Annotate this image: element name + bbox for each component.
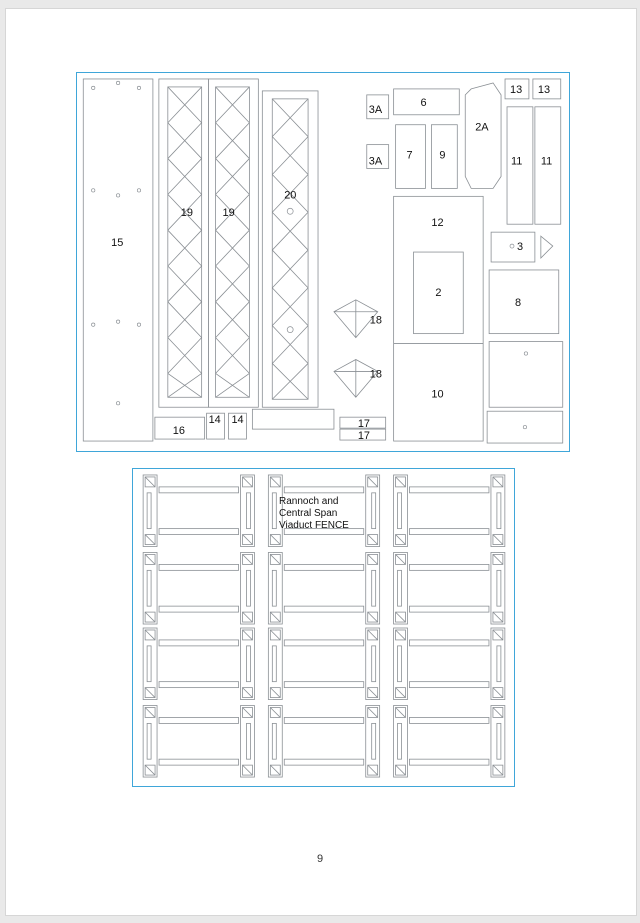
- label-13-b: 13: [537, 83, 551, 96]
- label-12: 12: [431, 217, 444, 230]
- part-12: [394, 196, 484, 441]
- label-11-b: 11: [540, 155, 553, 168]
- label-6: 6: [420, 96, 427, 109]
- label-16: 16: [172, 425, 185, 438]
- label-3: 3: [516, 241, 524, 254]
- fence-title: [279, 496, 349, 532]
- fence-panel: [394, 628, 505, 700]
- fence-panel: [268, 706, 379, 778]
- label-17-b: 17: [357, 430, 370, 443]
- fence-panel: [394, 706, 505, 778]
- page-number: 9: [316, 853, 324, 865]
- fence-title-line-1: Rannoch and: [279, 496, 339, 507]
- fence-panel: [143, 475, 254, 547]
- part-2a: [465, 83, 501, 188]
- part-bottom-right: [487, 411, 563, 443]
- label-15: 15: [111, 237, 124, 250]
- part-19-b: [209, 79, 259, 407]
- parts-sheet-fence: [132, 468, 515, 787]
- part-19-a: [159, 79, 209, 407]
- label-19-b: 19: [222, 207, 235, 220]
- label-11-a: 11: [511, 155, 523, 168]
- label-7: 7: [406, 149, 413, 162]
- fence-panel: [143, 706, 254, 778]
- part-20: [252, 91, 334, 429]
- label-10: 10: [431, 388, 444, 401]
- fence-panel: [268, 552, 379, 624]
- label-13-a: 13: [510, 83, 523, 96]
- fence-panel: [394, 552, 505, 624]
- label-18-a: 18: [369, 314, 382, 327]
- label-2: 2: [435, 286, 442, 299]
- fence-title-line-2: Central Span: [279, 508, 338, 519]
- parts-sheet-top: [76, 72, 570, 452]
- part-15: [83, 79, 153, 441]
- label-14-b: 14: [231, 414, 244, 427]
- part-right-blank: [489, 342, 563, 408]
- part-3: [491, 232, 535, 262]
- label-18-b: 18: [369, 368, 382, 381]
- label-9: 9: [439, 149, 446, 162]
- label-3a-upper: 3A: [368, 103, 383, 116]
- label-14-a: 14: [208, 414, 221, 427]
- label-20: 20: [284, 189, 297, 202]
- fence-panel: [268, 628, 379, 700]
- fence-title-line-3: Viaduct FENCE: [279, 520, 349, 531]
- fence-panel: [394, 475, 505, 547]
- part-8: [489, 270, 559, 334]
- label-17-a: 17: [357, 418, 370, 431]
- label-3a-lower: 3A: [368, 155, 383, 168]
- label-2a: 2A: [475, 121, 489, 134]
- label-8: 8: [514, 296, 522, 309]
- parts-drawing-top: [77, 73, 569, 451]
- fence-panel: [143, 628, 254, 700]
- label-19-a: 19: [180, 207, 193, 220]
- fence-panel: [143, 552, 254, 624]
